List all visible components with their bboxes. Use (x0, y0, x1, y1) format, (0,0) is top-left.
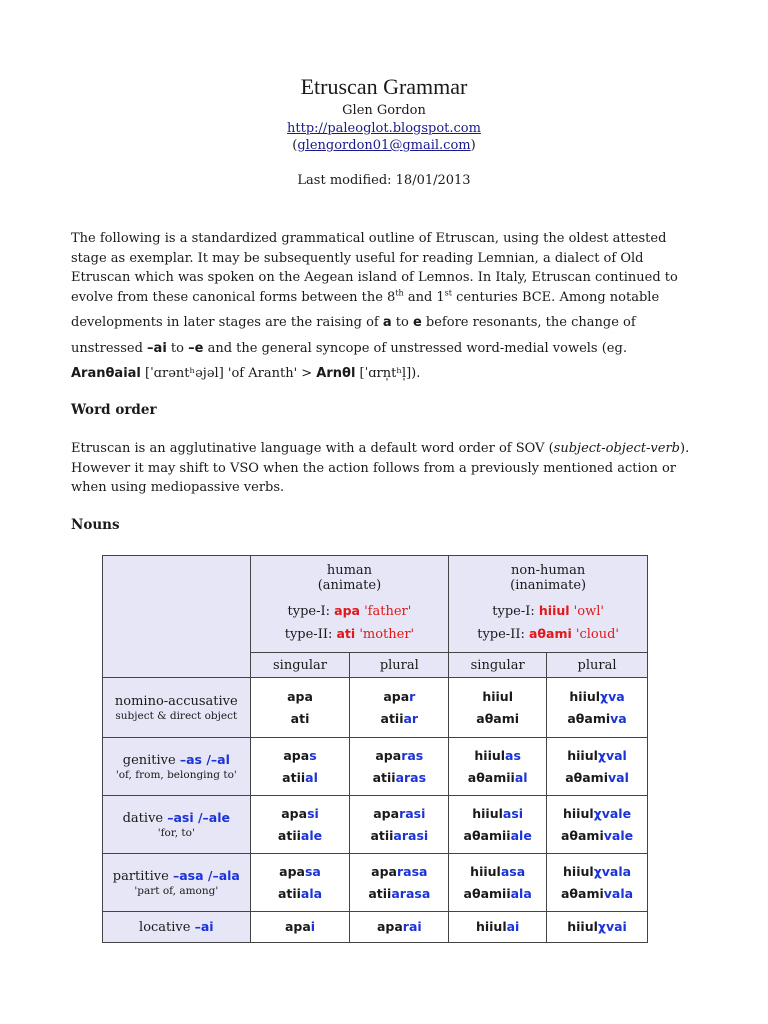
noun-form-cell (547, 854, 648, 912)
noun-form: apasa (279, 863, 321, 879)
noun-form: hiiul (482, 688, 513, 704)
noun-form: apas (283, 747, 317, 763)
noun-form: aparasi (373, 805, 426, 821)
intro-line: unstressed –ai to –e and the general syncope of unstressed word-medial vowels (eg. (71, 340, 627, 356)
table-row (103, 796, 648, 854)
noun-form: hiiulχvai (567, 919, 627, 934)
noun-form-cell (250, 678, 350, 738)
intro-line: Aranθaial [ˈɑrəntʰəjəl] 'of Aranth' > Arnθl [ˈɑrn̩tʰl̩]). (71, 366, 421, 381)
noun-form: aparai (376, 919, 422, 934)
corner-cell (103, 556, 251, 678)
plural-header: plural (350, 653, 449, 678)
noun-form: aθamivala (561, 885, 634, 901)
noun-form: atiiarasi (370, 827, 429, 843)
noun-form-cell (350, 912, 449, 943)
word-order-line: However it may shift to VSO when the action follows from a previously mentioned action or (71, 460, 676, 476)
noun-form: hiiulasi (472, 805, 524, 821)
case-label-cell: dative –asi /–ale 'for, to' (103, 796, 251, 854)
blog-link[interactable]: http://paleoglot.blogspot.com (287, 121, 481, 136)
email-row: (glengordon01@gmail.com) (292, 138, 476, 153)
noun-form: aθamival (565, 769, 629, 785)
noun-form: apai (284, 919, 316, 934)
noun-form: apar (383, 688, 416, 704)
email-link[interactable]: glengordon01@gmail.com (297, 138, 471, 153)
noun-form: atiiarasa (368, 885, 431, 901)
human-header: human (animate) type-I: apa 'father' type-II: ati 'mother' (250, 556, 449, 653)
noun-form: atiial (282, 769, 318, 785)
plural-header: plural (547, 653, 648, 678)
noun-form: hiiulχval (567, 747, 627, 763)
word-order-paragraph (71, 439, 701, 498)
intro-line: Etruscan which was spoken on the Aegean island of Lemnos. In Italy, Etruscan continued to (71, 270, 678, 285)
last-modified: Last modified: 18/01/2013 (297, 173, 471, 188)
noun-form-cell (449, 854, 547, 912)
noun-form-cell (449, 912, 547, 943)
noun-form-cell (250, 738, 350, 796)
noun-form: hiiulχva (569, 688, 625, 704)
intro-line: stage as exemplar. It may be subsequently useful for reading Lemnian, a dialect of Old (71, 250, 644, 266)
noun-form: ati (290, 710, 310, 726)
noun-form-cell (350, 796, 449, 854)
noun-form: aθamiial (467, 769, 528, 785)
case-label-cell: locative –ai (103, 912, 251, 943)
word-order-line: when using mediopassive verbs. (71, 480, 285, 495)
noun-form: atiiale (277, 827, 323, 843)
noun-form: aθamiva (567, 710, 627, 726)
noun-form: aparasa (371, 863, 428, 879)
singular-header: singular (250, 653, 350, 678)
noun-form-cell (547, 678, 648, 738)
intro-line: evolve from these canonical forms between the 8th and 1st centuries BCE. Among notable (71, 288, 660, 305)
singular-header: singular (449, 653, 547, 678)
blog-link-row (0, 121, 768, 136)
noun-form-cell (449, 796, 547, 854)
noun-form-cell (547, 912, 648, 943)
noun-declension-table (102, 555, 648, 943)
noun-form-cell (547, 738, 648, 796)
noun-form: aθamiiale (463, 827, 532, 843)
nouns-heading: Nouns (71, 517, 120, 533)
noun-form: hiiulas (474, 747, 521, 763)
noun-form-cell (449, 738, 547, 796)
noun-form: atiiala (277, 885, 323, 901)
table-row (103, 678, 648, 738)
page-title: Etruscan Grammar (300, 74, 468, 99)
noun-form: hiiulasa (470, 863, 526, 879)
noun-form: aθamiiala (463, 885, 532, 901)
table-row (103, 912, 648, 943)
noun-form: aθami (476, 710, 520, 726)
noun-form-cell (350, 678, 449, 738)
noun-form-cell (350, 854, 449, 912)
case-label-cell: partitive –asa /–ala 'part of, among' (103, 854, 251, 912)
noun-form-cell (250, 912, 350, 943)
noun-form-cell (250, 854, 350, 912)
noun-form: hiiulχvala (563, 863, 632, 879)
word-order-line: Etruscan is an agglutinative language with a default word order of SOV (subject-object-verb). (71, 441, 690, 456)
noun-form: apasi (281, 805, 319, 821)
noun-form: hiiulχvale (563, 805, 632, 821)
noun-form: atiiaras (372, 769, 427, 785)
noun-form: hiiulai (475, 919, 520, 934)
nonhuman-header: non-human (inanimate) type-I: hiiul 'owl' type-II: aθami 'cloud' (449, 556, 648, 653)
noun-form-cell (547, 796, 648, 854)
intro-line: The following is a standardized grammatical outline of Etruscan, using the oldest attested (71, 231, 667, 246)
noun-form: aθamivale (560, 827, 634, 843)
noun-form-cell (449, 678, 547, 738)
noun-form: apa (287, 688, 313, 704)
intro-paragraph (71, 229, 701, 384)
case-label-cell: genitive –as /–al 'of, from, belonging to' (103, 738, 251, 796)
table-row (103, 738, 648, 796)
case-label-cell: nomino-accusative subject & direct object (103, 678, 251, 738)
noun-form-cell (250, 796, 350, 854)
noun-form: aparas (375, 747, 424, 763)
intro-line: developments in later stages are the raising of a to e before resonants, the change of (71, 315, 636, 330)
word-order-heading: Word order (71, 402, 157, 418)
author-name: Glen Gordon (342, 103, 426, 118)
noun-form-cell (350, 738, 449, 796)
noun-form: atiiar (380, 710, 419, 726)
table-row (103, 854, 648, 912)
